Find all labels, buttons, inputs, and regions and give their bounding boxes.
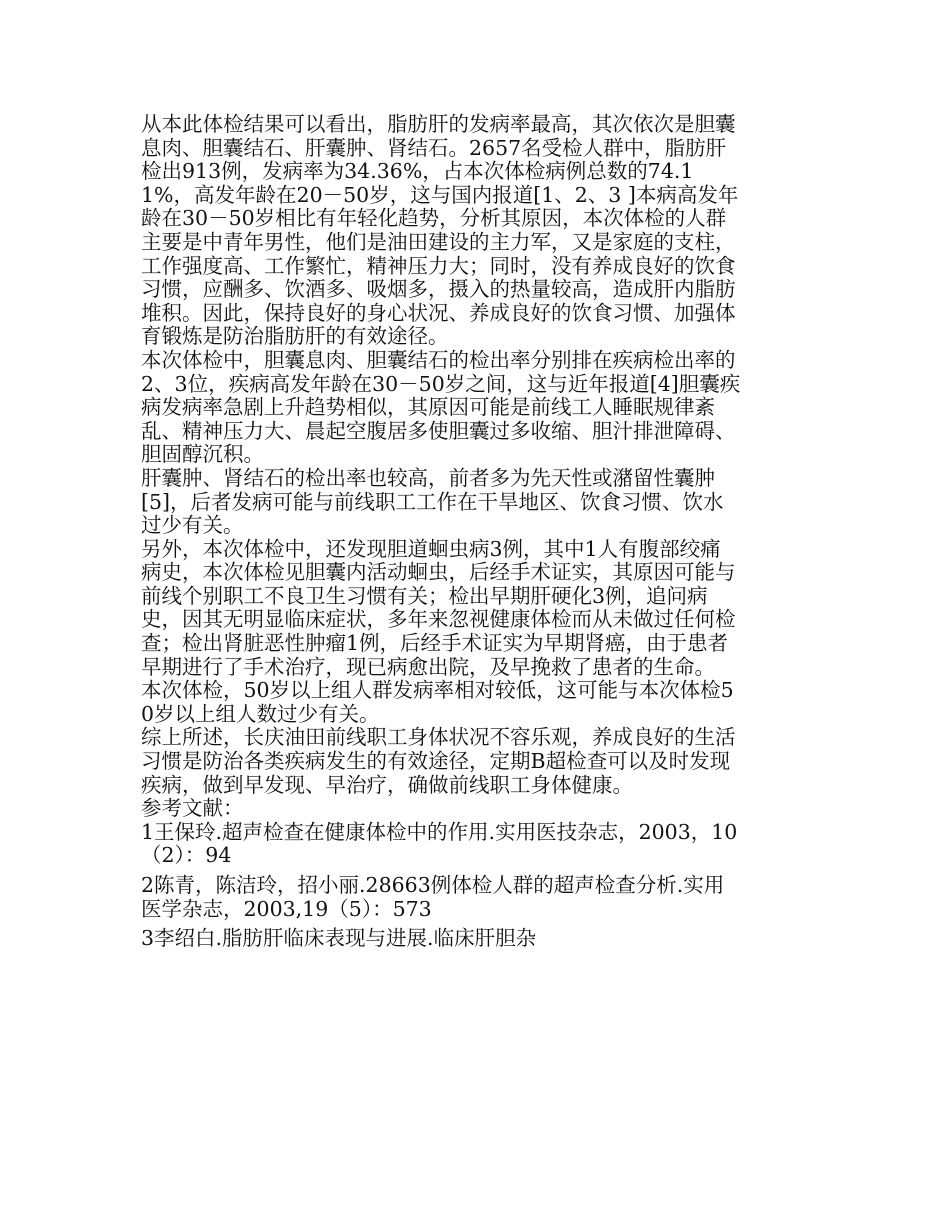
paragraph-gallbladder: 本次体检中，胆囊息肉、胆囊结石的检出率分别排在疾病检出率的2、3位，疾病高发年龄在30－50岁之间，这与近年报道[4]胆囊疾病发病率急剧上升趋势相似，其原因可能是前线工人睡眠规律紊乱、精神压力大、晨起空腹居多使胆囊过多收缩、胆汁排泄障碍、胆固醇沉积。 bbox=[141, 347, 741, 467]
document-page bbox=[141, 113, 741, 957]
references-section bbox=[141, 797, 741, 951]
reference-item-1: 1王保玲.超声检查在健康体检中的作用.实用医技杂志，2003，10（2）：94 bbox=[141, 819, 738, 868]
reference-item-2: 2陈青，陈洁玲，招小丽.28663例体检人群的超声检查分析.实用医学杂志，2003,19（5）：573 bbox=[141, 873, 725, 921]
reference-item-3: 3李绍白.脂肪肝临床表现与进展.临床肝胆杂 bbox=[141, 926, 537, 951]
paragraph-conclusion: 综上所述，长庆油田前线职工身体状况不容乐观，养成良好的生活习惯是防治各类疾病发生的有效途径，定期B超检查可以及时发现疾病，做到早发现、早治疗，确做前线职工身体健康。 bbox=[141, 725, 736, 797]
references-title: 参考文献： bbox=[141, 796, 244, 821]
paragraph-other-findings: 另外，本次体检中，还发现胆道蛔虫病3例，其中1人有腹部绞痛病史，本次体检见胆囊内活动蛔虫，后经手术证实，其原因可能与前线个别职工不良卫生习惯有关；检出早期肝硬化3例，追问病史，因其无明显临床症状，多年来忽视健康体检而从未做过任何检查；检出肾脏恶性肿瘤1例，后经手术证实为早期肾癌，由于患者早期进行了手术治疗，现已病愈出院，及早挽救了患者的生命。 bbox=[141, 536, 736, 679]
paragraph-fatty-liver: 从本此体检结果可以看出，脂肪肝的发病率最高，其次依次是胆囊息肉、胆囊结石、肝囊肿、肾结石。2657名受检人群中，脂肪肝检出913例，发病率为34.36%，占本次体检病例总数的74.11%，高发年龄在20－50岁，这与国内报道[1、2、3 ]本病高发年龄在30－50岁相比有年轻化趋势，分析其原因，本次体检的人群主要是中青年男性，他们是油田建设的主力军，又是家庭的支柱，工作强度高、工作繁忙，精神压力大；同时，没有养成良好的饮食习惯，应酬多、饮酒多、吸烟多，摄入的热量较高，造成肝内脂肪堆积。因此，保持良好的身心状况、养成良好的饮食习惯、加强体育锻炼是防治脂肪肝的有效途径。 bbox=[141, 112, 739, 349]
paragraph-age-group: 本次体检，50岁以上组人群发病率相对较低，这可能与本次体检50岁以上组人数过少有关。 bbox=[141, 678, 734, 726]
paragraph-liver-cyst: 肝囊肿、肾结石的检出率也较高，前者多为先天性或潴留性囊肿[5]，后者发病可能与前线职工工作在干旱地区、饮食习惯、饮水过少有关。 bbox=[141, 465, 724, 538]
